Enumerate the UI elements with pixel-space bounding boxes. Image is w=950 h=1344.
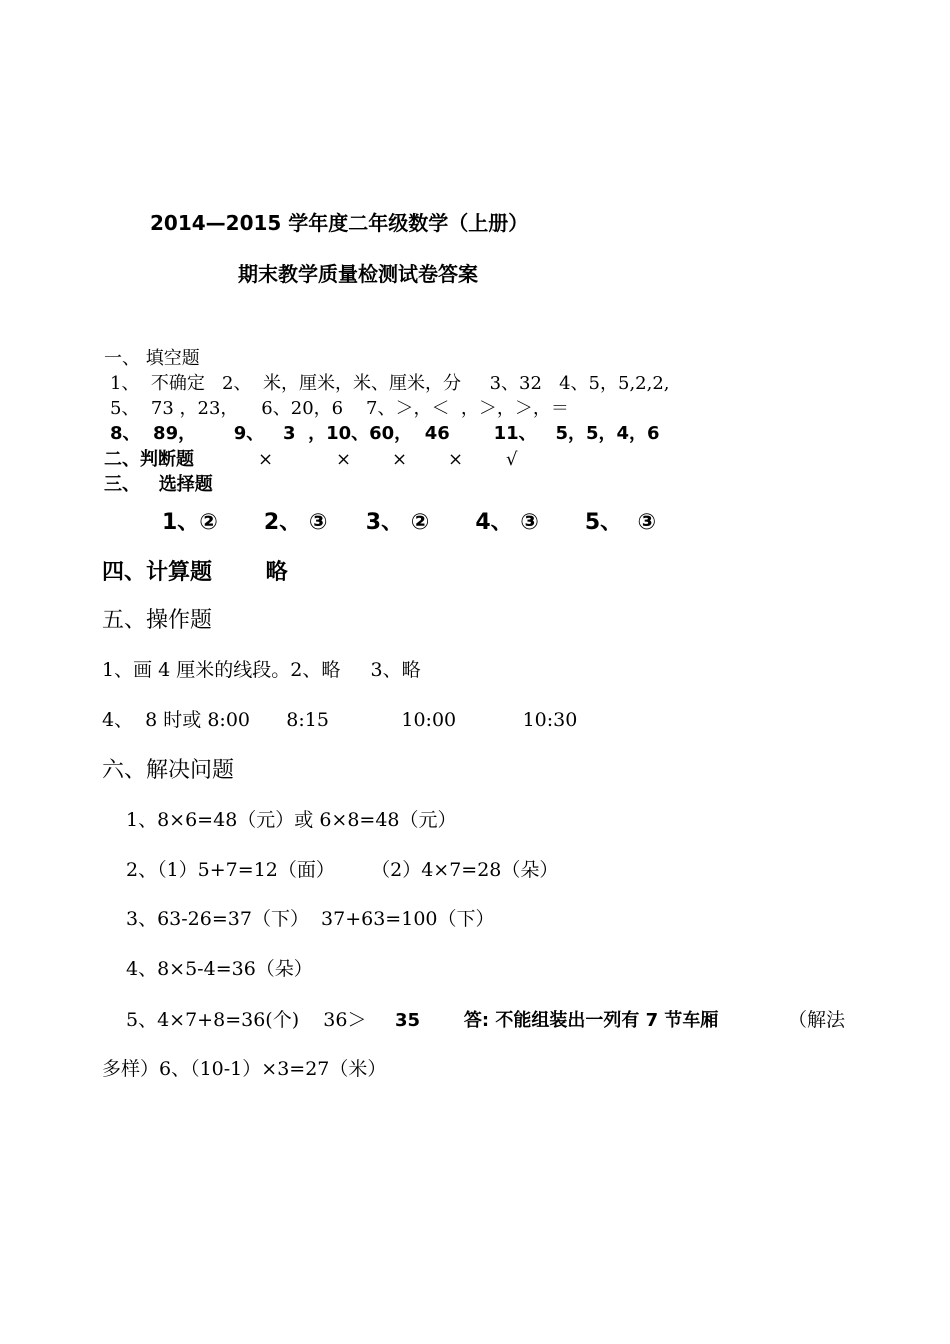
title-line-1: 2014—2015 学年度二年级数学（上册） [150,211,529,235]
section1-line-2: 5、 73 ，23， 6、20，6 7、＞，＜ ，＞，＞，＝ [110,398,569,419]
problem-2: 2、（1）5+7=12（面） （2）4×7=28（朵） [126,859,559,881]
judgement-answer-2: × [336,449,352,470]
section4-heading: 四、计算题 略 [102,560,288,585]
title-line-2: 期末教学质量检测试卷答案 [238,262,478,286]
problem-1: 1、8×6=48（元）或 6×8=48（元） [126,809,457,831]
section5-line-2: 4、 8 时或 8:00 8:15 10:00 10:30 [102,709,578,731]
judgement-answer-4: × [448,449,464,470]
section3-heading: 三、 选择题 [104,474,213,495]
problem-4: 4、8×5-4=36（朵） [126,958,313,980]
section1-heading: 一、 填空题 [104,348,200,369]
judgement-answer-1: × [258,449,274,470]
problem-3: 3、63-26=37（下） 37+63=100（下） [126,908,495,930]
problem-5-note-continued: 多样）6、（10-1）×3=27（米） [102,1058,387,1080]
judgement-answer-3: × [392,449,408,470]
problem-5-answer: 35 答: 不能组装出一列有 7 节车厢 [395,1010,719,1031]
problem-5-expression: 5、4×7+8=36(个) 36＞ [126,1009,367,1031]
section3-answers: 1、② 2、 ③ 3、 ② 4、 ③ 5、 ③ [162,510,657,535]
section5-heading: 五、操作题 [102,608,213,633]
problem-5-note: （解法 [788,1009,846,1031]
section1-line-1: 1、 不确定 2、 米，厘米，米、厘米，分 3、32 4、5，5,2,2, [110,373,670,394]
section5-line-1: 1、画 4 厘米的线段。2、略 3、略 [102,659,421,681]
judgement-answer-5: √ [506,449,518,470]
section1-line-3: 8、 89， 9、 3 ，10、60， 46 11、 5，5，4，6 [110,423,660,444]
section2-heading: 二、判断题 [104,449,194,470]
section6-heading: 六、解决问题 [102,758,235,783]
